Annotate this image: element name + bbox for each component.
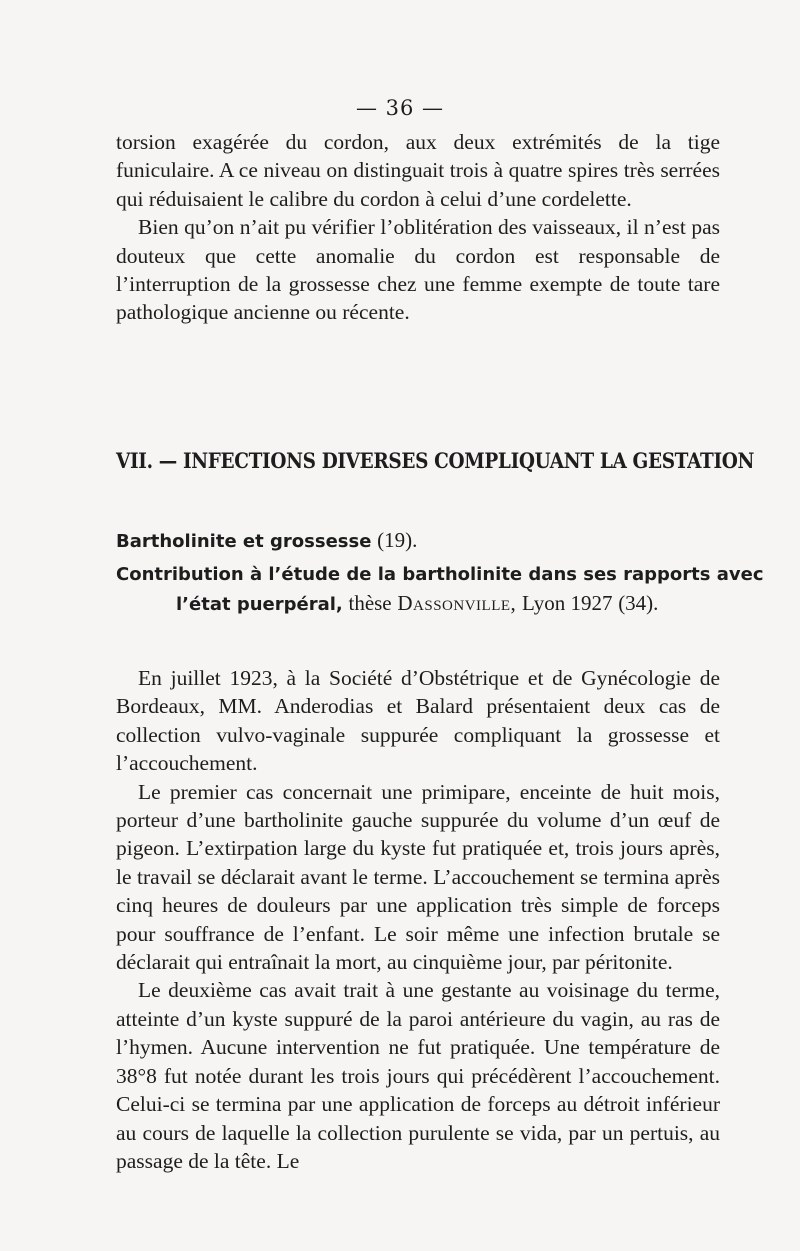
section-heading: VII. — INFECTIONS DIVERSES COMPLIQUANT LA GESTATION	[116, 448, 755, 473]
text-block-top	[116, 128, 720, 327]
subheading-ref: (34).	[618, 591, 659, 615]
place-year: Lyon 1927	[522, 591, 613, 615]
these-label: thèse	[348, 591, 392, 615]
paragraph: Le premier cas concernait une primipare, enceinte de huit mois, porteur d’une bartholinite gauche suppurée du volume d’un œuf de pigeon. L’extirpation large du kyste fut pratiquée et, trois jours après, le travail se déclarait avant le terme. L’accouchement se termina après cinq heures de douleurs par une application très simple de forceps pour souffrance de l’enfant. Le soir même une infection brutale se déclarait qui entraînait la mort, au cinquième jour, par péritonite.	[116, 779, 720, 975]
subheading-title: Bartholinite et grossesse	[116, 531, 372, 552]
subheading-title: Contribution à l’étude de la bartholinite dans ses rapports avec l’état puerpéral,	[116, 564, 764, 615]
author-name: Dassonville,	[397, 591, 517, 615]
paragraph: torsion exagérée du cordon, aux deux extrémités de la tige funiculaire. A ce niveau on distinguait trois à quatre spires très serrées qui réduisaient le calibre du cordon à celui d’une cordelette.	[116, 130, 720, 211]
paragraph: Le deuxième cas avait trait à une gestante au voisinage du terme, atteinte d’un kyste suppuré de la paroi antérieure du vagin, au ras de l’hymen. Aucune intervention ne fut pratiquée. Une température de 38°8 fut notée durant les trois jours qui précédèrent l’accouchement. Celui-ci se termina par une application de forceps au détroit inférieur au cours de laquelle la collection purulente se vida, par un pertuis, au passage de la tête. Le	[116, 978, 720, 1173]
page-number: — 36 —	[355, 96, 445, 120]
paragraph: En juillet 1923, à la Société d’Obstétrique et de Gynécologie de Bordeaux, MM. Anderodias et Balard présentaient deux cas de collection vulvo-vaginale suppurée compliquant la grossesse et l’accouchement.	[116, 666, 720, 776]
subheading-ref: (19).	[377, 528, 418, 552]
subheading-bartholinite	[116, 526, 726, 556]
subheading-contribution	[116, 560, 786, 619]
paragraph: Bien qu’on n’ait pu vérifier l’oblitération des vaisseaux, il n’est pas douteux que cette anomalie du cordon est responsable de l’interruption de la grossesse chez une femme exempte de toute tare pathologique ancienne ou récente.	[116, 215, 720, 325]
text-block-bottom	[116, 664, 720, 1175]
